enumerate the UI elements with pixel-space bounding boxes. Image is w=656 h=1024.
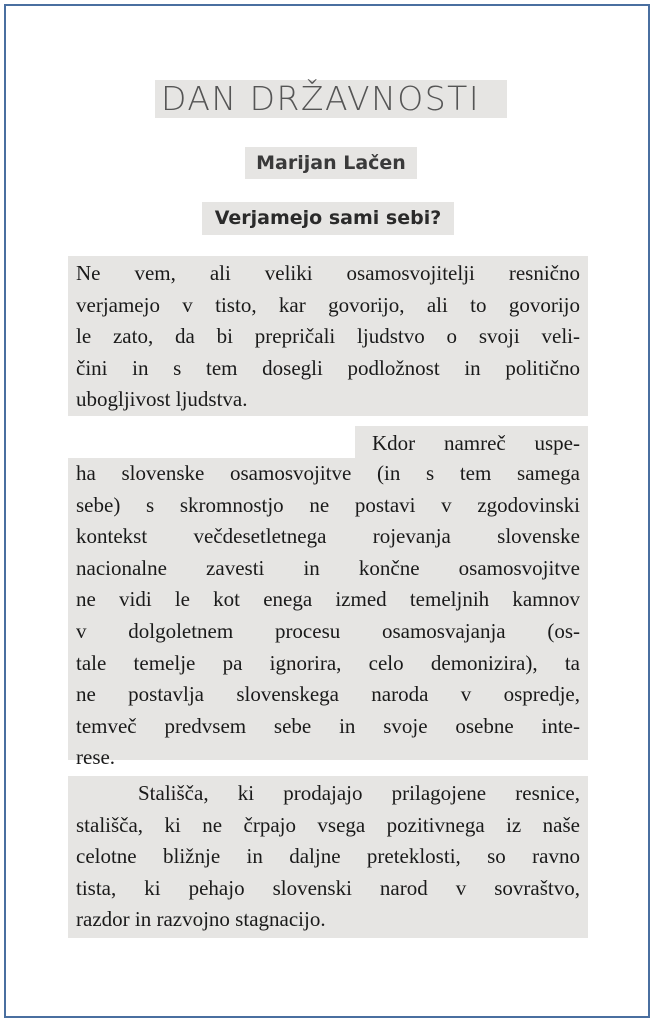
paragraph-line: tista, ki pehajo slovenski narod v sovraštvo,	[76, 875, 580, 900]
paragraph-line-text: Stališča, ki prodajajo prilagojene resnice,	[138, 781, 580, 805]
paragraph-line: sebe) s skromnostjo ne postavi v zgodovinski	[76, 492, 580, 517]
paragraph-line: temveč predvsem sebe in svoje osebne inte-	[76, 713, 580, 738]
paragraph-line: stališča, ki ne črpajo vsega pozitivnega iz naše	[76, 812, 580, 837]
paragraph-line: ne postavlja slovenskega naroda v ospredje,	[76, 682, 580, 707]
paragraph-3	[68, 776, 588, 938]
paragraph-line: razdor in razvojno stagnacijo.	[76, 907, 326, 932]
paragraph-line: le zato, da bi prepričali ljudstvo o svoji veli-	[76, 324, 580, 349]
article-title: Verjamejo sami sebi?	[202, 202, 454, 235]
paragraph-line: Ne vem, ali veliki osamosvojitelji resnično	[76, 261, 580, 285]
paragraph-line: celotne bližnje in daljne preteklosti, so ravno	[76, 844, 580, 869]
author-name: Marijan Lačen	[245, 147, 417, 179]
paragraph-line: čini in s tem dosegli podložnost in politično	[76, 355, 580, 380]
paragraph-line: v dolgoletnem procesu osamosvajanja (os-	[76, 618, 580, 643]
paragraph-line: rese.	[76, 745, 116, 770]
paragraph-line: uboglјivost ljudstva.	[76, 387, 248, 412]
paragraph-line: kontekst večdesetletnega rojevanja slovenske	[76, 524, 580, 549]
paragraph-line: ha slovenske osamosvojitve (in s tem samega	[76, 461, 580, 485]
paragraph-1	[68, 256, 588, 416]
paragraph-line: tale temelje pa ignorira, celo demonizira), ta	[76, 650, 580, 675]
paragraph-line: nacionalne zavesti in končne osamosvojitve	[76, 555, 580, 580]
section-heading: DAN DRŽAVNOSTI	[155, 80, 507, 118]
paragraph-line	[76, 778, 580, 810]
paragraph-line: ne vidi le kot enega izmed temeljnih kamnov	[76, 587, 580, 612]
paragraph-line: verjamejo v tisto, kar govorijo, ali to govorijo	[76, 292, 580, 317]
paragraph-2	[68, 458, 588, 770]
paragraph-2-first-line: Kdor namreč uspe-	[372, 431, 580, 455]
